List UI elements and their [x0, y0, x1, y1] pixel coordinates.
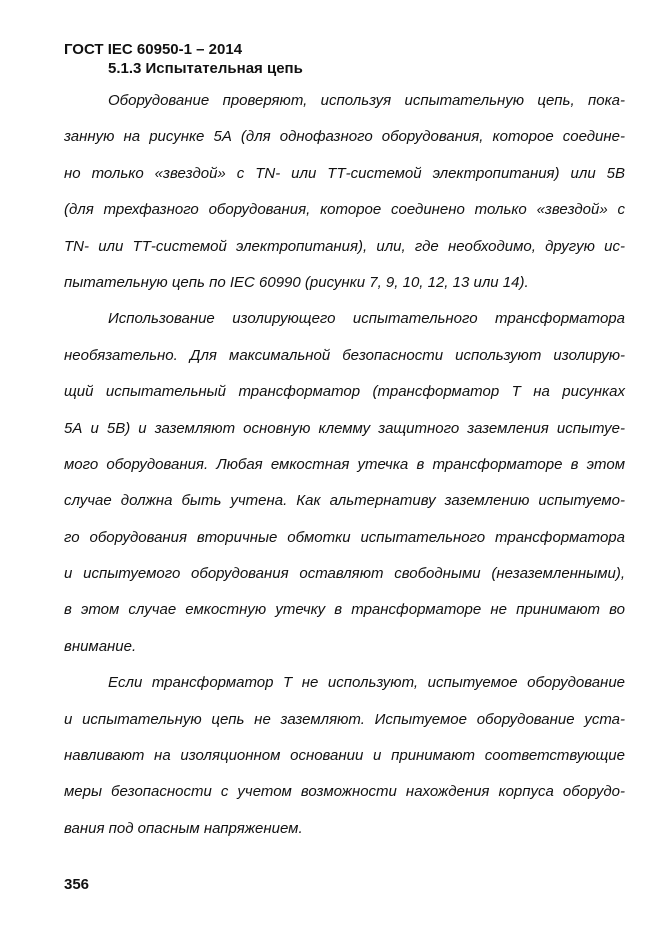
- text-line: вания под опасным напряжением.: [64, 819, 303, 837]
- text-line: мого оборудования. Любая емкостная утечка в трансформаторе в этом: [64, 455, 625, 473]
- paragraph: [64, 308, 625, 672]
- text-line: Если трансформатор Т не используют, испытуемое оборудование: [108, 674, 625, 692]
- text-line: (для трехфазного оборудования, которое соединено только «звездой» с: [64, 201, 625, 219]
- text-line: го оборудования вторичные обмотки испытательного трансформатора: [64, 528, 625, 546]
- text-line: Использование изолирующего испытательного трансформатора: [108, 310, 625, 328]
- text-line: и испытательную цепь не заземляют. Испытуемое оборудование уста-: [64, 710, 625, 728]
- text-line: TN- или ТТ-системой электропитания), или, где необходимо, другую ис-: [64, 237, 625, 255]
- text-line: занную на рисунке 5А (для однофазного оборудования, которое соедине-: [64, 128, 625, 146]
- paragraph: [64, 672, 625, 854]
- text-line: щий испытательный трансформатор (трансформатор Т на рисунках: [64, 383, 625, 401]
- text-line: случае должна быть учтена. Как альтернативу заземлению испытуемо-: [64, 492, 625, 510]
- text-line: меры безопасности с учетом возможности нахождения корпуса оборудо-: [64, 783, 625, 801]
- section-title: 5.1.3 Испытательная цепь: [108, 60, 303, 77]
- text-line: в этом случае емкостную утечку в трансформаторе не принимают во: [64, 601, 625, 619]
- document-header: ГОСТ IEC 60950-1 – 2014: [64, 41, 243, 58]
- text-line: необязательно. Для максимальной безопасности используют изолирую-: [64, 346, 625, 364]
- text-line: Оборудование проверяют, используя испытательную цепь, пока-: [108, 92, 625, 109]
- text-line: и испытуемого оборудования оставляют свободными (незаземленными),: [64, 565, 625, 583]
- page-number: 356: [64, 876, 90, 893]
- text-line: 5А и 5В) и заземляют основную клемму защитного заземления испытуе-: [64, 419, 625, 437]
- document-body: [64, 90, 625, 854]
- text-line: навливают на изоляционном основании и принимают соответствующие: [64, 747, 625, 765]
- paragraph: [64, 90, 625, 308]
- text-line: внимание.: [64, 637, 137, 655]
- text-line: пытательную цепь по IEC 60990 (рисунки 7, 9, 10, 12, 13 или 14).: [64, 273, 529, 291]
- text-line: но только «звездой» с TN- или ТТ-системой электропитания) или 5В: [64, 164, 625, 182]
